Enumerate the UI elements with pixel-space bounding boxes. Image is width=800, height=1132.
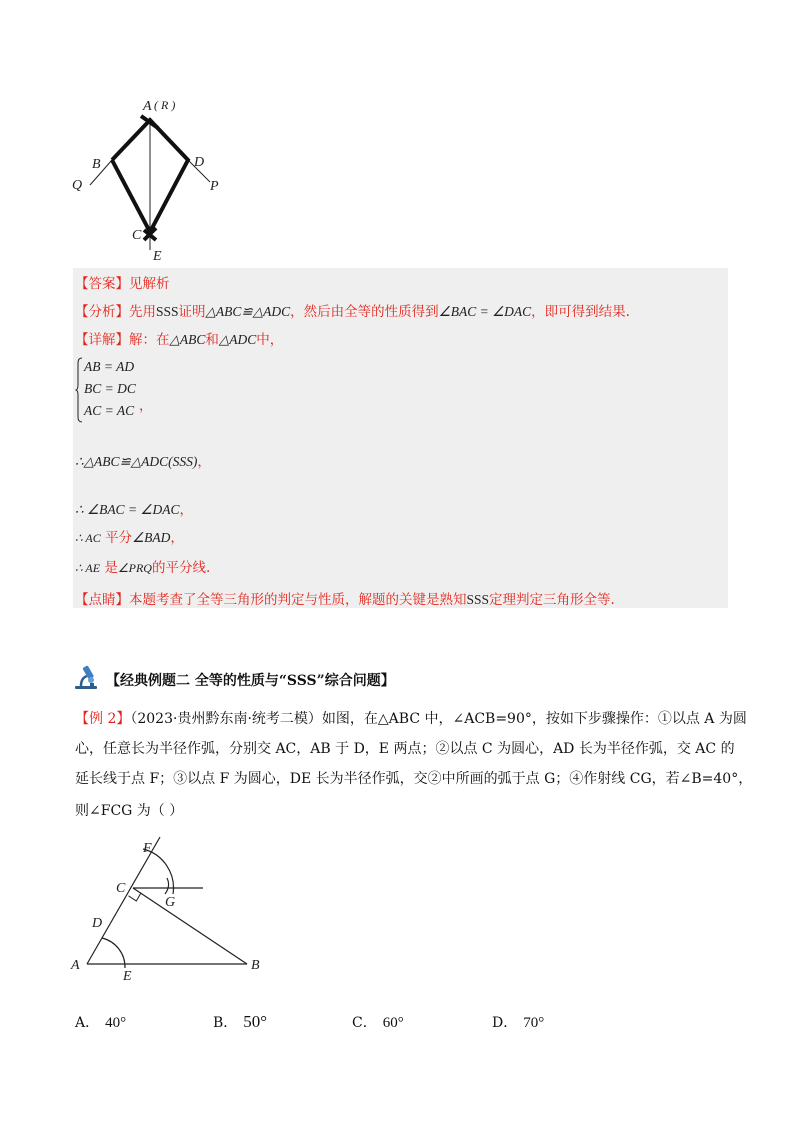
label-B2: B xyxy=(251,958,260,973)
line-AF xyxy=(87,837,160,964)
step1-math: ∴△ABC≌△ADC(SSS) xyxy=(75,454,198,469)
analysis-text-4: ，即可得到结果. xyxy=(531,304,630,320)
option-c-letter: C． xyxy=(352,1015,377,1031)
option-c-value: 60° xyxy=(382,1015,404,1031)
option-b-value: 50° xyxy=(243,1012,268,1031)
label-R: ( R ) xyxy=(154,98,176,112)
label-A: A xyxy=(143,99,152,114)
comment-sss: SSS xyxy=(466,592,490,607)
detail-line xyxy=(75,330,283,350)
example2-line4: 则∠FCG 为（ ） xyxy=(75,803,184,819)
detail-intro-3: 中， xyxy=(256,332,284,348)
equation-3: AC = AC xyxy=(84,403,135,418)
option-d-letter: D． xyxy=(492,1015,518,1031)
example2-text-1: （2023·贵州黔东南·统考二模）如图，在△ABC 中，∠ACB=90°，按如下步骤操作：①以点 A 为圆 xyxy=(130,711,747,727)
comment-line xyxy=(75,590,615,610)
arc-G xyxy=(165,878,169,894)
example2-line2: 心，任意长为半径作弧，分别交 AC，AB 于 D，E 两点；②以点 C 为圆心，AD 长为半径作弧，交 AC 的 xyxy=(75,741,735,757)
option-b-letter: B． xyxy=(213,1015,238,1031)
option-b[interactable] xyxy=(213,1012,267,1032)
label-G2: G xyxy=(165,895,176,910)
section-title: 【经典例题二 全等的性质与“SSS”综合问题】 xyxy=(106,673,395,689)
detail-intro-2: 和 xyxy=(205,332,219,348)
step3-angle: ∠BAD xyxy=(132,530,171,545)
label-C: C xyxy=(132,228,142,243)
label-D2: D xyxy=(92,916,103,931)
equation-1: AB = AD xyxy=(84,359,135,374)
label-D: D xyxy=(194,155,205,170)
answer-tag: 【答案】 xyxy=(75,276,129,292)
label-E: E xyxy=(153,249,162,264)
step-1 xyxy=(75,452,211,472)
brace-icon xyxy=(75,357,83,423)
answer-line xyxy=(75,274,170,294)
analysis-angle-eq: ∠BAC = ∠DAC xyxy=(438,304,532,319)
analysis-text-3: ，然后由全等的性质得到 xyxy=(290,304,439,320)
option-a[interactable] xyxy=(75,1012,126,1032)
option-c[interactable] xyxy=(352,1012,404,1032)
step-3 xyxy=(75,528,184,548)
step3-tail: ， xyxy=(170,530,184,546)
step-2 xyxy=(75,500,193,520)
detail-intro-1: 解：在 xyxy=(129,332,170,348)
step4-angle: ∠PRQ xyxy=(117,561,152,575)
label-Q: Q xyxy=(72,178,83,193)
option-d[interactable] xyxy=(492,1012,544,1032)
analysis-line xyxy=(75,302,630,322)
label-A2: A xyxy=(71,958,80,973)
option-a-value: 40° xyxy=(105,1015,127,1031)
label-F2: F xyxy=(143,841,152,856)
step1-tail: ， xyxy=(197,454,211,470)
step3-prefix: ∴ AC xyxy=(75,531,101,545)
figure-triangle xyxy=(65,832,280,982)
label-B: B xyxy=(92,157,101,172)
example2-line3: 延长线于点 F；③以点 F 为圆心，DE 长为半径作弧，交②中所画的弧于点 G；④作射线 CG，若∠B=40°， xyxy=(75,771,753,787)
comment-text-2: 定理判定三角形全等. xyxy=(489,592,615,608)
step2-math: ∴ ∠BAC = ∠DAC xyxy=(75,502,180,517)
segment-CB xyxy=(133,888,247,964)
example2-tag: 【例 2】 xyxy=(75,711,131,727)
label-P: P xyxy=(210,179,219,194)
right-angle-mark xyxy=(129,893,141,901)
step4-text-1: 是 xyxy=(104,560,118,576)
option-a-letter: A． xyxy=(75,1015,100,1031)
detail-tri1: △ABC xyxy=(169,332,206,347)
analysis-tag: 【分析】 xyxy=(75,304,129,320)
comment-text-1: 本题考查了全等三角形的判定与性质，解题的关键是熟知 xyxy=(129,592,467,608)
equation-2: BC = DC xyxy=(84,381,136,396)
analysis-congruence: △ABC≌△ADC xyxy=(205,304,291,319)
analysis-text-2: 证明 xyxy=(178,304,206,320)
detail-tag: 【详解】 xyxy=(75,332,129,348)
answer-text: 见解析 xyxy=(129,276,170,292)
system-tail: ， xyxy=(139,398,153,414)
step4-prefix: ∴ AE xyxy=(75,561,101,575)
label-C2: C xyxy=(116,881,126,896)
option-d-value: 70° xyxy=(523,1015,545,1031)
step4-text-2: 的平分线. xyxy=(151,560,211,576)
example2-line1 xyxy=(75,708,747,730)
label-E2: E xyxy=(123,969,132,982)
comment-tag: 【点睛】 xyxy=(75,592,129,608)
analysis-sss: SSS xyxy=(156,304,179,319)
step2-tail: ， xyxy=(179,502,194,518)
figure-kite xyxy=(60,92,260,267)
detail-tri2: △ADC xyxy=(218,332,257,347)
step-4 xyxy=(75,558,210,578)
microscope-icon xyxy=(73,664,103,690)
analysis-text-1: 先用 xyxy=(129,304,156,320)
step3-text: 平分 xyxy=(105,530,133,546)
